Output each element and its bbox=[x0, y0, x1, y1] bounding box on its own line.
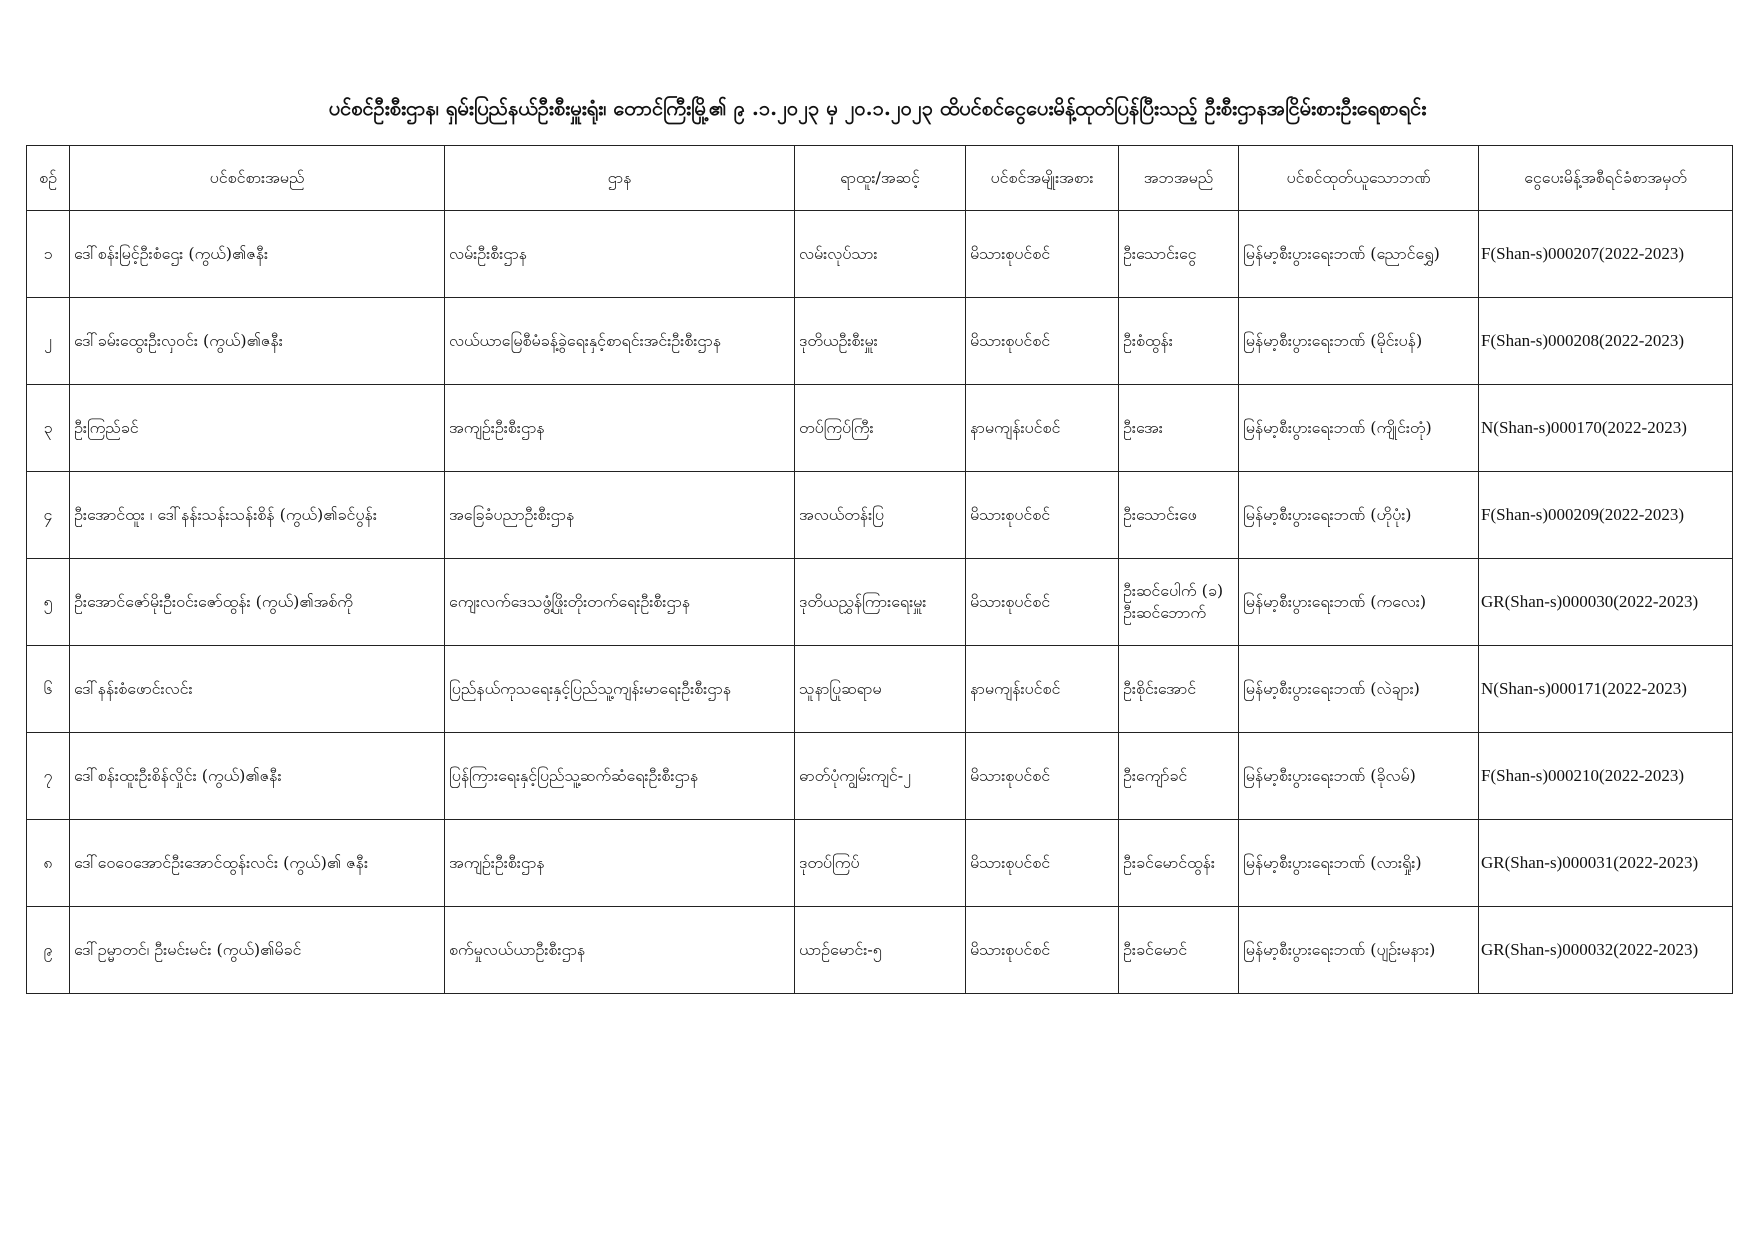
cell-pensioner-name: ဒေါ်ဝေဝေအောင်ဦးအောင်ထွန်းလင်း (ကွယ်)၏ ဇနီး bbox=[70, 820, 445, 907]
cell-pensioner-name: ဒေါ်ဥမ္မာတင်၊ ဦးမင်းမင်း (ကွယ်)၏မိခင် bbox=[70, 907, 445, 994]
cell-pension-type: မိသားစုပင်စင် bbox=[966, 733, 1119, 820]
cell-certificate-no: F(Shan-s)000208(2022-2023) bbox=[1479, 298, 1733, 385]
cell-department: ပြည်နယ်ကုသရေးနှင့်ပြည်သူ့ကျန်းမာရေးဦးစီးဌာန bbox=[445, 646, 795, 733]
cell-certificate-no: N(Shan-s)000171(2022-2023) bbox=[1479, 646, 1733, 733]
header-row bbox=[27, 146, 1733, 211]
table-row bbox=[27, 907, 1733, 994]
cell-certificate-no: GR(Shan-s)000030(2022-2023) bbox=[1479, 559, 1733, 646]
cell-bank: မြန်မာ့စီးပွားရေးဘဏ် (ကျိုင်းတုံ) bbox=[1239, 385, 1479, 472]
cell-department: ကျေးလက်ဒေသဖွံ့ဖြိုးတိုးတက်ရေးဦးစီးဌာန bbox=[445, 559, 795, 646]
cell-rank: ဓာတ်ပုံကျွမ်းကျင်-၂ bbox=[795, 733, 966, 820]
cell-no: ၆ bbox=[27, 646, 70, 733]
cell-bank: မြန်မာ့စီးပွားရေးဘဏ် (လားရှိုး) bbox=[1239, 820, 1479, 907]
cell-bank: မြန်မာ့စီးပွားရေးဘဏ် (ဟိုပုံး) bbox=[1239, 472, 1479, 559]
table-row bbox=[27, 733, 1733, 820]
cell-rank: လမ်းလုပ်သား bbox=[795, 211, 966, 298]
table-header bbox=[27, 146, 1733, 211]
cell-father-name: ဦးစံထွန်း bbox=[1119, 298, 1239, 385]
cell-bank: မြန်မာ့စီးပွားရေးဘဏ် (လဲချား) bbox=[1239, 646, 1479, 733]
cell-certificate-no: GR(Shan-s)000031(2022-2023) bbox=[1479, 820, 1733, 907]
cell-pensioner-name: ဒေါ်စန်းမြင့်ဦးစံဌေး (ကွယ်)၏ဇနီး bbox=[70, 211, 445, 298]
table-row bbox=[27, 559, 1733, 646]
table-row bbox=[27, 820, 1733, 907]
cell-no: ၂ bbox=[27, 298, 70, 385]
table-body bbox=[27, 211, 1733, 994]
cell-pension-type: နာမကျန်းပင်စင် bbox=[966, 385, 1119, 472]
cell-father-name bbox=[1119, 559, 1239, 646]
cell-father-name: ဦးသောင်းငွေ bbox=[1119, 211, 1239, 298]
cell-pension-type: နာမကျန်းပင်စင် bbox=[966, 646, 1119, 733]
document-title: ပင်စင်ဦးစီးဌာန၊ ရှမ်းပြည်နယ်ဦးစီးမှူးရုံး၊ တောင်ကြီးမြို့၏ ၉ .၁.၂၀၂၃ မှ ၂၀.၁.၂၀၂၃ ထိပင်စင်ငွေပေးမိန့်ထုတ်ပြန်ပြီးသည့် ဦးစီးဌာနအငြိမ်းစားဦးရေစာရင်း bbox=[328, 96, 1427, 120]
cell-father-name: ဦးခင်မောင် bbox=[1119, 907, 1239, 994]
cell-pensioner-name: ဦးအောင်ထူး ၊ ဒေါ်နန်းသန်းသန်းစိန် (ကွယ်)၏ခင်ပွန်း bbox=[70, 472, 445, 559]
header-certificate-no: ငွေပေးမိန့်အစီရင်ခံစာအမှတ် bbox=[1479, 146, 1733, 211]
header-pension-type: ပင်စင်အမျိုးအစား bbox=[966, 146, 1119, 211]
cell-father-name: ဦးစိုင်းအောင် bbox=[1119, 646, 1239, 733]
cell-no: ၈ bbox=[27, 820, 70, 907]
cell-pension-type: မိသားစုပင်စင် bbox=[966, 298, 1119, 385]
cell-pension-type: မိသားစုပင်စင် bbox=[966, 559, 1119, 646]
cell-father-name: ဦးသောင်းဖေ bbox=[1119, 472, 1239, 559]
cell-pensioner-name: ဒေါ်ခမ်းထွေးဦးလှဝင်း (ကွယ်)၏ဇနီး bbox=[70, 298, 445, 385]
cell-certificate-no: F(Shan-s)000210(2022-2023) bbox=[1479, 733, 1733, 820]
cell-department: လမ်းဦးစီးဌာန bbox=[445, 211, 795, 298]
cell-rank: ယာဉ်မောင်း-၅ bbox=[795, 907, 966, 994]
cell-bank: မြန်မာ့စီးပွားရေးဘဏ် (ပျဉ်းမနား) bbox=[1239, 907, 1479, 994]
cell-department: အခြေခံပညာဦးစီးဌာန bbox=[445, 472, 795, 559]
father-name-line: ဦးဆင်ပေါက် (ခ) bbox=[1123, 581, 1224, 600]
cell-father-name: ဦးကျော်ခင် bbox=[1119, 733, 1239, 820]
cell-pension-type: မိသားစုပင်စင် bbox=[966, 907, 1119, 994]
cell-bank: မြန်မာ့စီးပွားရေးဘဏ် (ညောင်ရွှေ) bbox=[1239, 211, 1479, 298]
cell-pensioner-name: ဦးအောင်ဇော်မိုးဦးဝင်းဇော်ထွန်း (ကွယ်)၏အစ်ကို bbox=[70, 559, 445, 646]
cell-certificate-no: N(Shan-s)000170(2022-2023) bbox=[1479, 385, 1733, 472]
table-row bbox=[27, 211, 1733, 298]
cell-rank: ဒုတိယညွှန်ကြားရေးမှူး bbox=[795, 559, 966, 646]
table-row bbox=[27, 385, 1733, 472]
cell-no: ၃ bbox=[27, 385, 70, 472]
cell-rank: ဒုတပ်ကြပ် bbox=[795, 820, 966, 907]
cell-department: လယ်ယာမြေစီမံခန့်ခွဲရေးနှင့်စာရင်းအင်းဦးစီးဌာန bbox=[445, 298, 795, 385]
cell-pensioner-name: ဒေါ်နန်းစံဖောင်းလင်း bbox=[70, 646, 445, 733]
cell-father-name: ဦးခင်မောင်ထွန်း bbox=[1119, 820, 1239, 907]
cell-pension-type: မိသားစုပင်စင် bbox=[966, 472, 1119, 559]
header-department: ဌာန bbox=[445, 146, 795, 211]
cell-rank: ဒုတိယဦးစီးမှူး bbox=[795, 298, 966, 385]
cell-no: ၇ bbox=[27, 733, 70, 820]
cell-department: ပြန်ကြားရေးနှင့်ပြည်သူ့ဆက်ဆံရေးဦးစီးဌာန bbox=[445, 733, 795, 820]
cell-no: ၄ bbox=[27, 472, 70, 559]
cell-department: အကျဉ်းဦးစီးဌာန bbox=[445, 820, 795, 907]
cell-department: စက်မှုလယ်ယာဦးစီးဌာန bbox=[445, 907, 795, 994]
cell-rank: သူနာပြုဆရာမ bbox=[795, 646, 966, 733]
header-bank: ပင်စင်ထုတ်ယူသောဘဏ် bbox=[1239, 146, 1479, 211]
cell-bank: မြန်မာ့စီးပွားရေးဘဏ် (ခိုလမ်) bbox=[1239, 733, 1479, 820]
cell-bank: မြန်မာ့စီးပွားရေးဘဏ် (မိုင်းပန်) bbox=[1239, 298, 1479, 385]
cell-rank: တပ်ကြပ်ကြီး bbox=[795, 385, 966, 472]
header-rank: ရာထူး/အဆင့် bbox=[795, 146, 966, 211]
header-no: စဉ် bbox=[27, 146, 70, 211]
header-pensioner-name: ပင်စင်စားအမည် bbox=[70, 146, 445, 211]
cell-no: ၁ bbox=[27, 211, 70, 298]
cell-rank: အလယ်တန်းပြ bbox=[795, 472, 966, 559]
cell-certificate-no: F(Shan-s)000209(2022-2023) bbox=[1479, 472, 1733, 559]
cell-father-name: ဦးအေး bbox=[1119, 385, 1239, 472]
cell-certificate-no: GR(Shan-s)000032(2022-2023) bbox=[1479, 907, 1733, 994]
header-father-name: အဘအမည် bbox=[1119, 146, 1239, 211]
cell-department: အကျဉ်းဦးစီးဌာန bbox=[445, 385, 795, 472]
table-row bbox=[27, 472, 1733, 559]
father-name-line: ဦးဆင်ဘောက် bbox=[1123, 603, 1206, 622]
cell-pensioner-name: ဦးကြည်ခင် bbox=[70, 385, 445, 472]
cell-certificate-no: F(Shan-s)000207(2022-2023) bbox=[1479, 211, 1733, 298]
cell-pension-type: မိသားစုပင်စင် bbox=[966, 211, 1119, 298]
cell-pensioner-name: ဒေါ်စန်းထူးဦးစိန်လှိုင်း (ကွယ်)၏ဇနီး bbox=[70, 733, 445, 820]
cell-bank: မြန်မာ့စီးပွားရေးဘဏ် (ကလေး) bbox=[1239, 559, 1479, 646]
cell-no: ၅ bbox=[27, 559, 70, 646]
table-row bbox=[27, 646, 1733, 733]
cell-pension-type: မိသားစုပင်စင် bbox=[966, 820, 1119, 907]
table-row bbox=[27, 298, 1733, 385]
cell-no: ၉ bbox=[27, 907, 70, 994]
pensioner-table bbox=[26, 145, 1733, 994]
